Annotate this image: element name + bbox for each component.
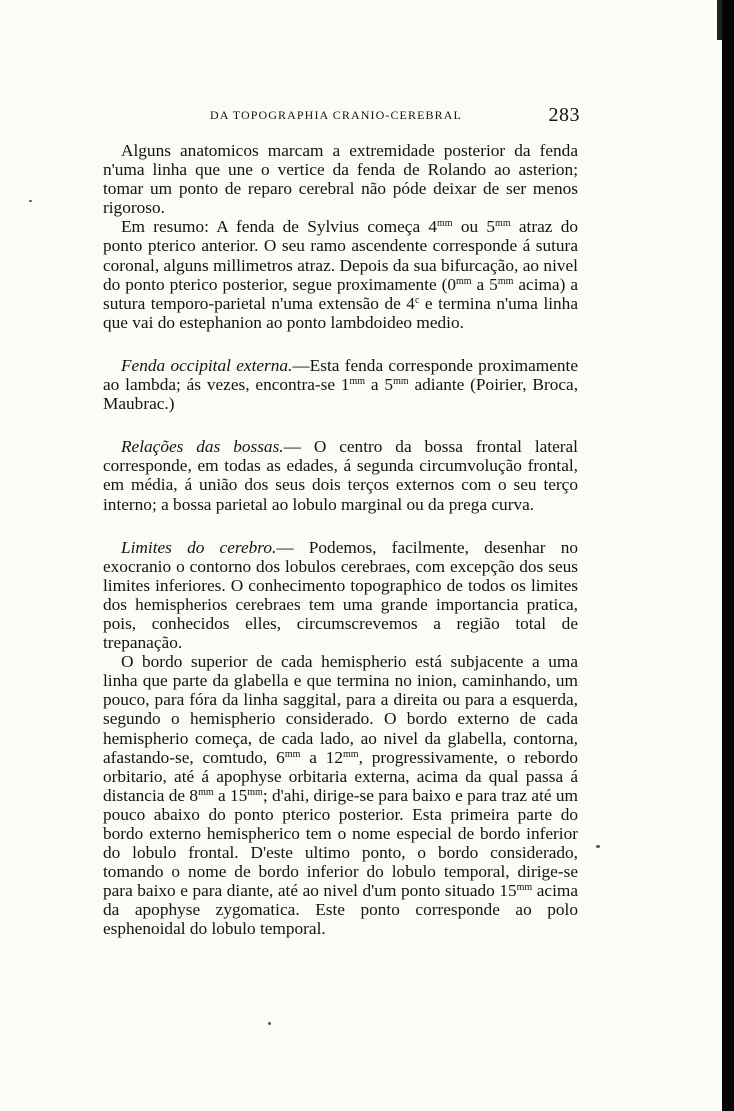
section-heading: Relações das bossas. — [121, 437, 284, 457]
running-title: DA TOPOGRAPHIA CRANIO-CEREBRAL — [210, 108, 462, 122]
paragraph-relacoes-bossas: Relações das bossas.— O centro da bossa frontal lateral corresponde, em todas as edades, á segunda circumvolução frontal, em média, á união dos seus dois terços externos com o seu terço interno; a bossa parietal ao lobulo marginal ou da prega curva. — [103, 437, 578, 514]
scan-speck — [268, 1022, 271, 1025]
paragraph-limites-cerebro: Limites do cerebro.— Podemos, facilmente, desenhar no exocranio o contorno dos lobulos cerebraes, com excepção dos seus limites inferiores. O conhecimento topographico de todos os limites dos hemispherios cerebraes tem uma grande importancia pratica, pois, conhecidos elles, circumscrevemos a região total de trepanação. — [103, 537, 578, 653]
scan-edge — [722, 0, 734, 1111]
scan-speck — [29, 200, 32, 202]
section-heading: Limites do cerebro. — [121, 537, 277, 557]
paragraph-asterion — [103, 141, 578, 217]
page-header — [100, 104, 580, 128]
paragraph-fenda-occipital: Fenda occipital externa.—Esta fenda corresponde proximamente ao lambda; ás vezes, encontra-se $1^{mm}$ a $5^{mm}$ adiante (Poirier, Broca, Maubrac.) — [103, 355, 579, 414]
section-heading: Fenda occipital externa. — [121, 355, 293, 375]
body-text — [103, 141, 578, 939]
paragraph-bordo-superior: O bordo superior de cada hemispherio está subjacente a uma linha que parte da glabella e que termina no inion, caminhando, um pouco, para fóra da linha saggital, para a direita ou para a esquerda, segundo o hemispherio considerado. O bordo externo de cada hemispherio começa, de cada lado, ao nivel da glabella, contorna, afastando-se, comtudo, $6^{mm}$ a $12^{mm}$, progressivamente, o rebordo orbitario, até á apophyse orbitaria externa, acima da qual passa á distancia de $8^{mm}$ a $15^{mm}$; d'ahi, dirige-se para baixo e para traz até um pouco abaixo do ponto pterico posterior. Esta primeira parte do bordo externo hemispherico tem o nome especial de bordo inferior do lobulo frontal. D'este ultimo ponto, o bordo considerado, tomando o nome de bordo inferior do lobulo temporal, dirige-se para baixo e para diante, até ao nivel d'um ponto situado $15^{mm}$ acima da apophyse zygomatica. Este ponto corresponde ao polo esphenoidal do lobulo temporal. — [103, 652, 579, 939]
page-number: 283 — [548, 104, 580, 126]
scan-speck — [596, 845, 600, 848]
paragraph-resumo: Em resumo: A fenda de Sylvius começa $4^{mm}$ ou $5^{mm}$ atraz do ponto pterico anterior. O seu ramo ascendente corresponde á sutura coronal, alguns millimetros atraz. Depois da sua bifurcação, ao nivel do ponto pterico posterior, segue proximamente ($0^{mm}$ a $5^{mm}$ acima) a sutura temporo-parietal n'uma extensão de 4$^c$ e termina n'uma linha que vai do estephanion ao ponto lambdoideo medio. — [103, 217, 578, 332]
paragraph-text: Alguns anatomicos marcam a extremidade posterior da fenda n'uma linha que une o vertice da fenda de Rolando ao asterion; tomar um ponto de reparo cerebral não póde deixar de ser menos rigoroso. — [103, 141, 578, 218]
